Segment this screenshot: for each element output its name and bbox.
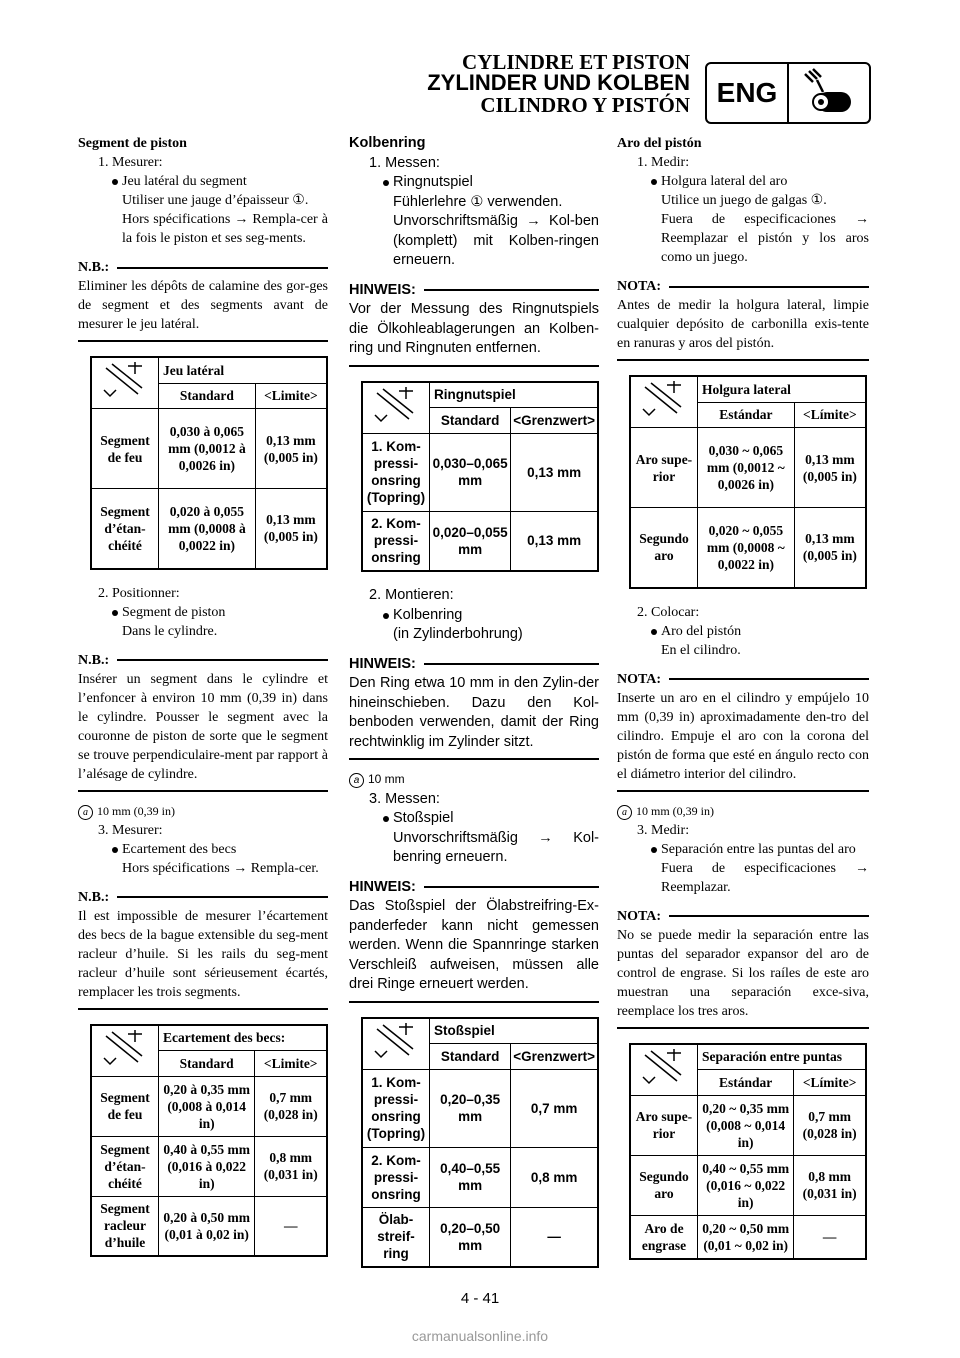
table-title: Stoßspiel: [430, 1018, 599, 1044]
cell-standard: 0,20–0,50 mm: [430, 1207, 511, 1267]
row-label: Aro supe-rior: [630, 428, 698, 508]
figure-letter: a: [617, 805, 632, 820]
cell-limit: 0,13 mm: [511, 433, 598, 511]
bullet-text: Segment de piston: [122, 604, 226, 620]
row-label: Segundo aro: [630, 508, 698, 588]
row-label: 1. Kom-pressi-onsring (Topring): [362, 433, 430, 511]
cell-standard: 0,40–0,55 mm: [430, 1147, 511, 1207]
bullet-icon: [651, 629, 657, 635]
caliper-icon: [91, 1025, 159, 1077]
note-text: Il est impossible de mesurer l’écartement des becs de la bague extensible du seg-ment racleur d’huile. Si les rails du seg-ment racleur d’huile sont sérieusement écartés, remplacer les trois segments.: [78, 908, 328, 1000]
col-limit: <Límite>: [794, 1070, 866, 1095]
note-box: [78, 651, 328, 792]
bullet-icon: [651, 847, 657, 853]
step-2: 2. Montieren:: [369, 587, 454, 603]
section-badge: [705, 62, 871, 124]
cell-limit: 0,7 mm (0,028 in): [794, 1095, 866, 1155]
bullet-text: Aro del pistón: [661, 623, 742, 639]
note-label: NOTA:: [617, 908, 662, 924]
caliper-icon: [91, 357, 159, 409]
bullet-text: Jeu latéral du segment: [122, 174, 247, 189]
step-1: 1. Messen:: [369, 154, 440, 171]
cell-limit: 0,13 mm (0,005 in): [794, 508, 866, 588]
note-text: Antes de medir la holgura lateral, limpie cualquier depósito de carbonilla exis-tente en ranuras y aros del pistón.: [617, 298, 869, 351]
note-box: [78, 888, 328, 1010]
cell-standard: 0,20 à 0,35 mm (0,008 à 0,014 in): [159, 1076, 255, 1136]
cell-standard: 0,40 à 0,55 mm (0,016 à 0,022 in): [159, 1136, 255, 1196]
step-text: Utilice un juego de galgas ①.: [661, 193, 827, 208]
step-text: Hors spécifications → Rempla-cer.: [122, 860, 319, 876]
spec-table: [629, 1043, 867, 1261]
step-2: 2. Positionner:: [98, 585, 180, 601]
cell-standard: 0,030 à 0,065 mm (0,0012 à 0,0026 in): [159, 409, 256, 489]
note-label: N.B.:: [78, 652, 110, 668]
cell-limit: 0,13 mm: [511, 511, 598, 571]
cell-standard: 0,020 ~ 0,055 mm (0,0008 ~ 0,0022 in): [698, 508, 795, 588]
column-spanish: [617, 134, 869, 1274]
cell-limit: 0,8 mm (0,031 in): [794, 1155, 866, 1215]
cell-standard: 0,020–0,055 mm: [430, 511, 511, 571]
bullet-item: [617, 840, 869, 859]
row-label: Aro de engrase: [630, 1215, 698, 1259]
step-3: 3. Medir:: [637, 822, 690, 838]
column-german: [349, 134, 599, 1282]
cell-limit: —: [255, 1196, 327, 1256]
col-standard: Standard: [159, 1051, 255, 1076]
note-box: [617, 277, 869, 361]
step-2: 2. Colocar:: [637, 604, 700, 620]
note-label: NOTA:: [617, 279, 662, 294]
figure-reference: [617, 802, 869, 821]
step-text: Fuera de especificaciones → Reemplazar el pistón y los aros como un juego.: [661, 212, 869, 265]
cell-standard: 0,20–0,35 mm: [430, 1069, 511, 1147]
note-text: Vor der Messung des Ringnutspiels die Ölkohleablagerungen an Kolben-ring und Ringnuten entfernen.: [349, 301, 599, 356]
cell-limit: 0,7 mm: [511, 1069, 598, 1147]
bullet-text: Kolbenring: [393, 606, 463, 623]
col-standard: Standard: [430, 1044, 511, 1069]
cell-limit: —: [794, 1215, 866, 1259]
table-title: Ecartement des becs:: [159, 1025, 328, 1051]
row-label: Segment d’étan-chéité: [91, 489, 159, 569]
note-text: Insérer un segment dans le cylindre et l’enfoncer à environ 10 mm (0,39 in) dans le cylindre. Pousser le segment avec la couronne de piston de sorte que le segment se trouve perpendiculaire-ment par rapport à l’alésage de cylindre.: [78, 671, 328, 782]
table-title: Separación entre puntas: [698, 1044, 867, 1070]
spec-table: [361, 381, 599, 573]
watermark-footer: carmanualsonline.info: [411, 1328, 549, 1344]
note-text: No se puede medir la separación entre las puntas del separador expansor del aro de control de engrase. Si los raíles de este aro muestran una separación exce-siva, reemplace los tres aros.: [617, 927, 869, 1019]
section-title: Segment de piston: [78, 136, 187, 151]
page-number: 4 - 41: [460, 1290, 500, 1307]
title-french: CYLINDRE ET PISTON: [462, 50, 690, 74]
spec-table: [90, 356, 328, 570]
figure-text: 10 mm: [368, 772, 405, 786]
row-label: Segment de feu: [91, 1076, 159, 1136]
page-header: [0, 0, 960, 125]
table-title: Jeu latéral: [159, 357, 328, 383]
note-box: [617, 670, 869, 792]
cell-limit: 0,13 mm (0,005 in): [255, 489, 327, 569]
row-label: Segment racleur d’huile: [91, 1196, 159, 1256]
bullet-icon: [112, 610, 118, 616]
col-standard: Estándar: [698, 402, 795, 427]
note-text: Den Ring etwa 10 mm in den Zylin-der hineinschieben. Dazu den Kol-benboden verwenden, damit der Ring rechtwinklig im Zylinder sitzt.: [349, 675, 599, 750]
note-label: HINWEIS:: [349, 878, 416, 895]
figure-reference: [349, 770, 599, 790]
note-label: HINWEIS:: [349, 281, 416, 298]
cell-limit: 0,13 mm (0,005 in): [794, 428, 866, 508]
table-title: Holgura lateral: [698, 376, 867, 402]
note-box: [78, 258, 328, 342]
step-text: Utiliser une jauge d’épaisseur ①.: [122, 193, 309, 208]
figure-reference: [78, 802, 328, 821]
bullet-item: [78, 840, 328, 859]
row-label: Segment de feu: [91, 409, 159, 489]
row-label: Segundo aro: [630, 1155, 698, 1215]
col-limit: <Grenzwert>: [511, 408, 598, 433]
step-1: 1. Mesurer:: [98, 155, 163, 170]
step-text: (in Zylinderbohrung): [393, 626, 523, 642]
caliper-icon: [630, 376, 698, 428]
bullet-item: [617, 172, 869, 191]
cell-standard: 0,030 ~ 0,065 mm (0,0012 ~ 0,0026 in): [698, 428, 795, 508]
note-label: N.B.:: [78, 889, 110, 905]
bullet-icon: [651, 179, 657, 185]
row-label: Aro supe-rior: [630, 1095, 698, 1155]
col-limit: <Limite>: [255, 383, 327, 408]
caliper-icon: [362, 1018, 430, 1070]
engine-piston-icon: [789, 64, 869, 122]
title-german: ZYLINDER UND KOLBEN: [427, 70, 690, 95]
row-label: 2. Kom-pressi-onsring: [362, 511, 430, 571]
caliper-icon: [362, 382, 430, 434]
bullet-icon: [383, 816, 389, 822]
bullet-item: [78, 172, 328, 191]
row-label: Ölab-streif-ring: [362, 1207, 430, 1267]
spec-table: [90, 1024, 328, 1258]
section-title: Aro del pistón: [617, 136, 702, 151]
bullet-text: Separación entre las puntas del aro: [661, 841, 856, 857]
bullet-item: [349, 606, 599, 626]
row-label: Segment d’étan-chéité: [91, 1136, 159, 1196]
cell-standard: 0,020 à 0,055 mm (0,0008 à 0,0022 in): [159, 489, 256, 569]
col-standard: Standard: [159, 383, 256, 408]
note-text: Das Stoßspiel der Ölabstreifring-Ex-panderfeder kann nicht gemessen werden. Wenn die Spannringe starken Verschleiß aufweisen, müssen alle drei Ringe erneuert werden.: [349, 898, 599, 992]
spec-table: [361, 1017, 599, 1269]
bullet-item: [349, 173, 599, 193]
bullet-icon: [112, 179, 118, 185]
cell-limit: 0,7 mm (0,028 in): [255, 1076, 327, 1136]
step-text: Dans le cylindre.: [122, 623, 218, 639]
col-standard: Standard: [430, 408, 511, 433]
step-1: 1. Medir:: [637, 155, 690, 170]
bullet-text: Ecartement des becs: [122, 841, 237, 857]
column-french: [78, 134, 328, 1271]
caliper-icon: [630, 1044, 698, 1096]
note-label: HINWEIS:: [349, 655, 416, 672]
title-spanish: CILINDRO Y PISTÓN: [480, 93, 690, 117]
note-box: [349, 878, 599, 1003]
step-text: En el cilindro.: [661, 642, 741, 658]
cell-standard: 0,20 ~ 0,35 mm (0,008 ~ 0,014 in): [698, 1095, 794, 1155]
note-text: Eliminer les dépôts de calamine des gor-ges de segment et des segments avant de mesurer le jeu latéral.: [78, 279, 328, 332]
badge-label: ENG: [707, 64, 789, 122]
col-limit: <Grenzwert>: [511, 1044, 598, 1069]
col-standard: Estándar: [698, 1070, 794, 1095]
section-title: Kolbenring: [349, 135, 426, 151]
cell-standard: 0,20 à 0,50 mm (0,01 à 0,02 in): [159, 1196, 255, 1256]
note-box: [349, 281, 599, 367]
cell-standard: 0,40 ~ 0,55 mm (0,016 ~ 0,022 in): [698, 1155, 794, 1215]
figure-text: 10 mm (0,39 in): [97, 803, 175, 818]
note-text: Inserte un aro en el cilindro y empújelo 10 mm (0,39 in) aproximadamente den-tro del cilindro. Empuje el aro con la corona del pistón de forma que esté en ángulo recto con el diámetro interior del cilindro.: [617, 690, 869, 782]
bullet-item: [78, 603, 328, 622]
bullet-item: [617, 622, 869, 641]
bullet-text: Stoßspiel: [393, 810, 454, 826]
bullet-item: [349, 809, 599, 829]
cell-limit: 0,8 mm: [511, 1147, 598, 1207]
step-text: Unvorschriftsmäßig → Kol-benring erneuern.: [393, 829, 599, 865]
bullet-text: Holgura lateral del aro: [661, 174, 788, 189]
cell-standard: 0,20 ~ 0,50 mm (0,01 ~ 0,02 in): [698, 1215, 794, 1259]
table-title: Ringnutspiel: [430, 382, 599, 408]
col-limit: <Límite>: [794, 402, 866, 427]
note-label: NOTA:: [617, 671, 662, 687]
figure-text: 10 mm (0,39 in): [636, 803, 714, 818]
cell-limit: 0,13 mm (0,005 in): [255, 409, 327, 489]
step-text: Hors spécifications → Rempla-cer à la fois le piston et ses seg-ments.: [122, 212, 328, 246]
col-limit: <Limite>: [255, 1051, 327, 1076]
bullet-text: Ringnutspiel: [393, 174, 473, 190]
cell-limit: —: [511, 1207, 598, 1267]
row-label: 1. Kom-pressi-onsring (Topring): [362, 1069, 430, 1147]
figure-letter: a: [349, 773, 364, 788]
note-box: [617, 907, 869, 1029]
step-3: 3. Mesurer:: [98, 822, 163, 838]
spec-table: [629, 375, 867, 589]
step-text: Fuera de especificaciones → Reemplazar.: [661, 860, 869, 895]
note-box: [349, 655, 599, 761]
step-text: Fühlerlehre ① verwenden.: [393, 193, 563, 210]
cell-standard: 0,030–0,065 mm: [430, 433, 511, 511]
cell-limit: 0,8 mm (0,031 in): [255, 1136, 327, 1196]
step-3: 3. Messen:: [369, 790, 440, 807]
bullet-icon: [383, 613, 389, 619]
figure-letter: a: [78, 805, 93, 820]
bullet-icon: [383, 180, 389, 186]
row-label: 2. Kom-pressi-onsring: [362, 1147, 430, 1207]
note-label: N.B.:: [78, 260, 110, 275]
bullet-icon: [112, 847, 118, 853]
step-text: Unvorschriftsmäßig → Kol-ben (komplett) mit Kolben-ringen erneuern.: [393, 213, 599, 268]
